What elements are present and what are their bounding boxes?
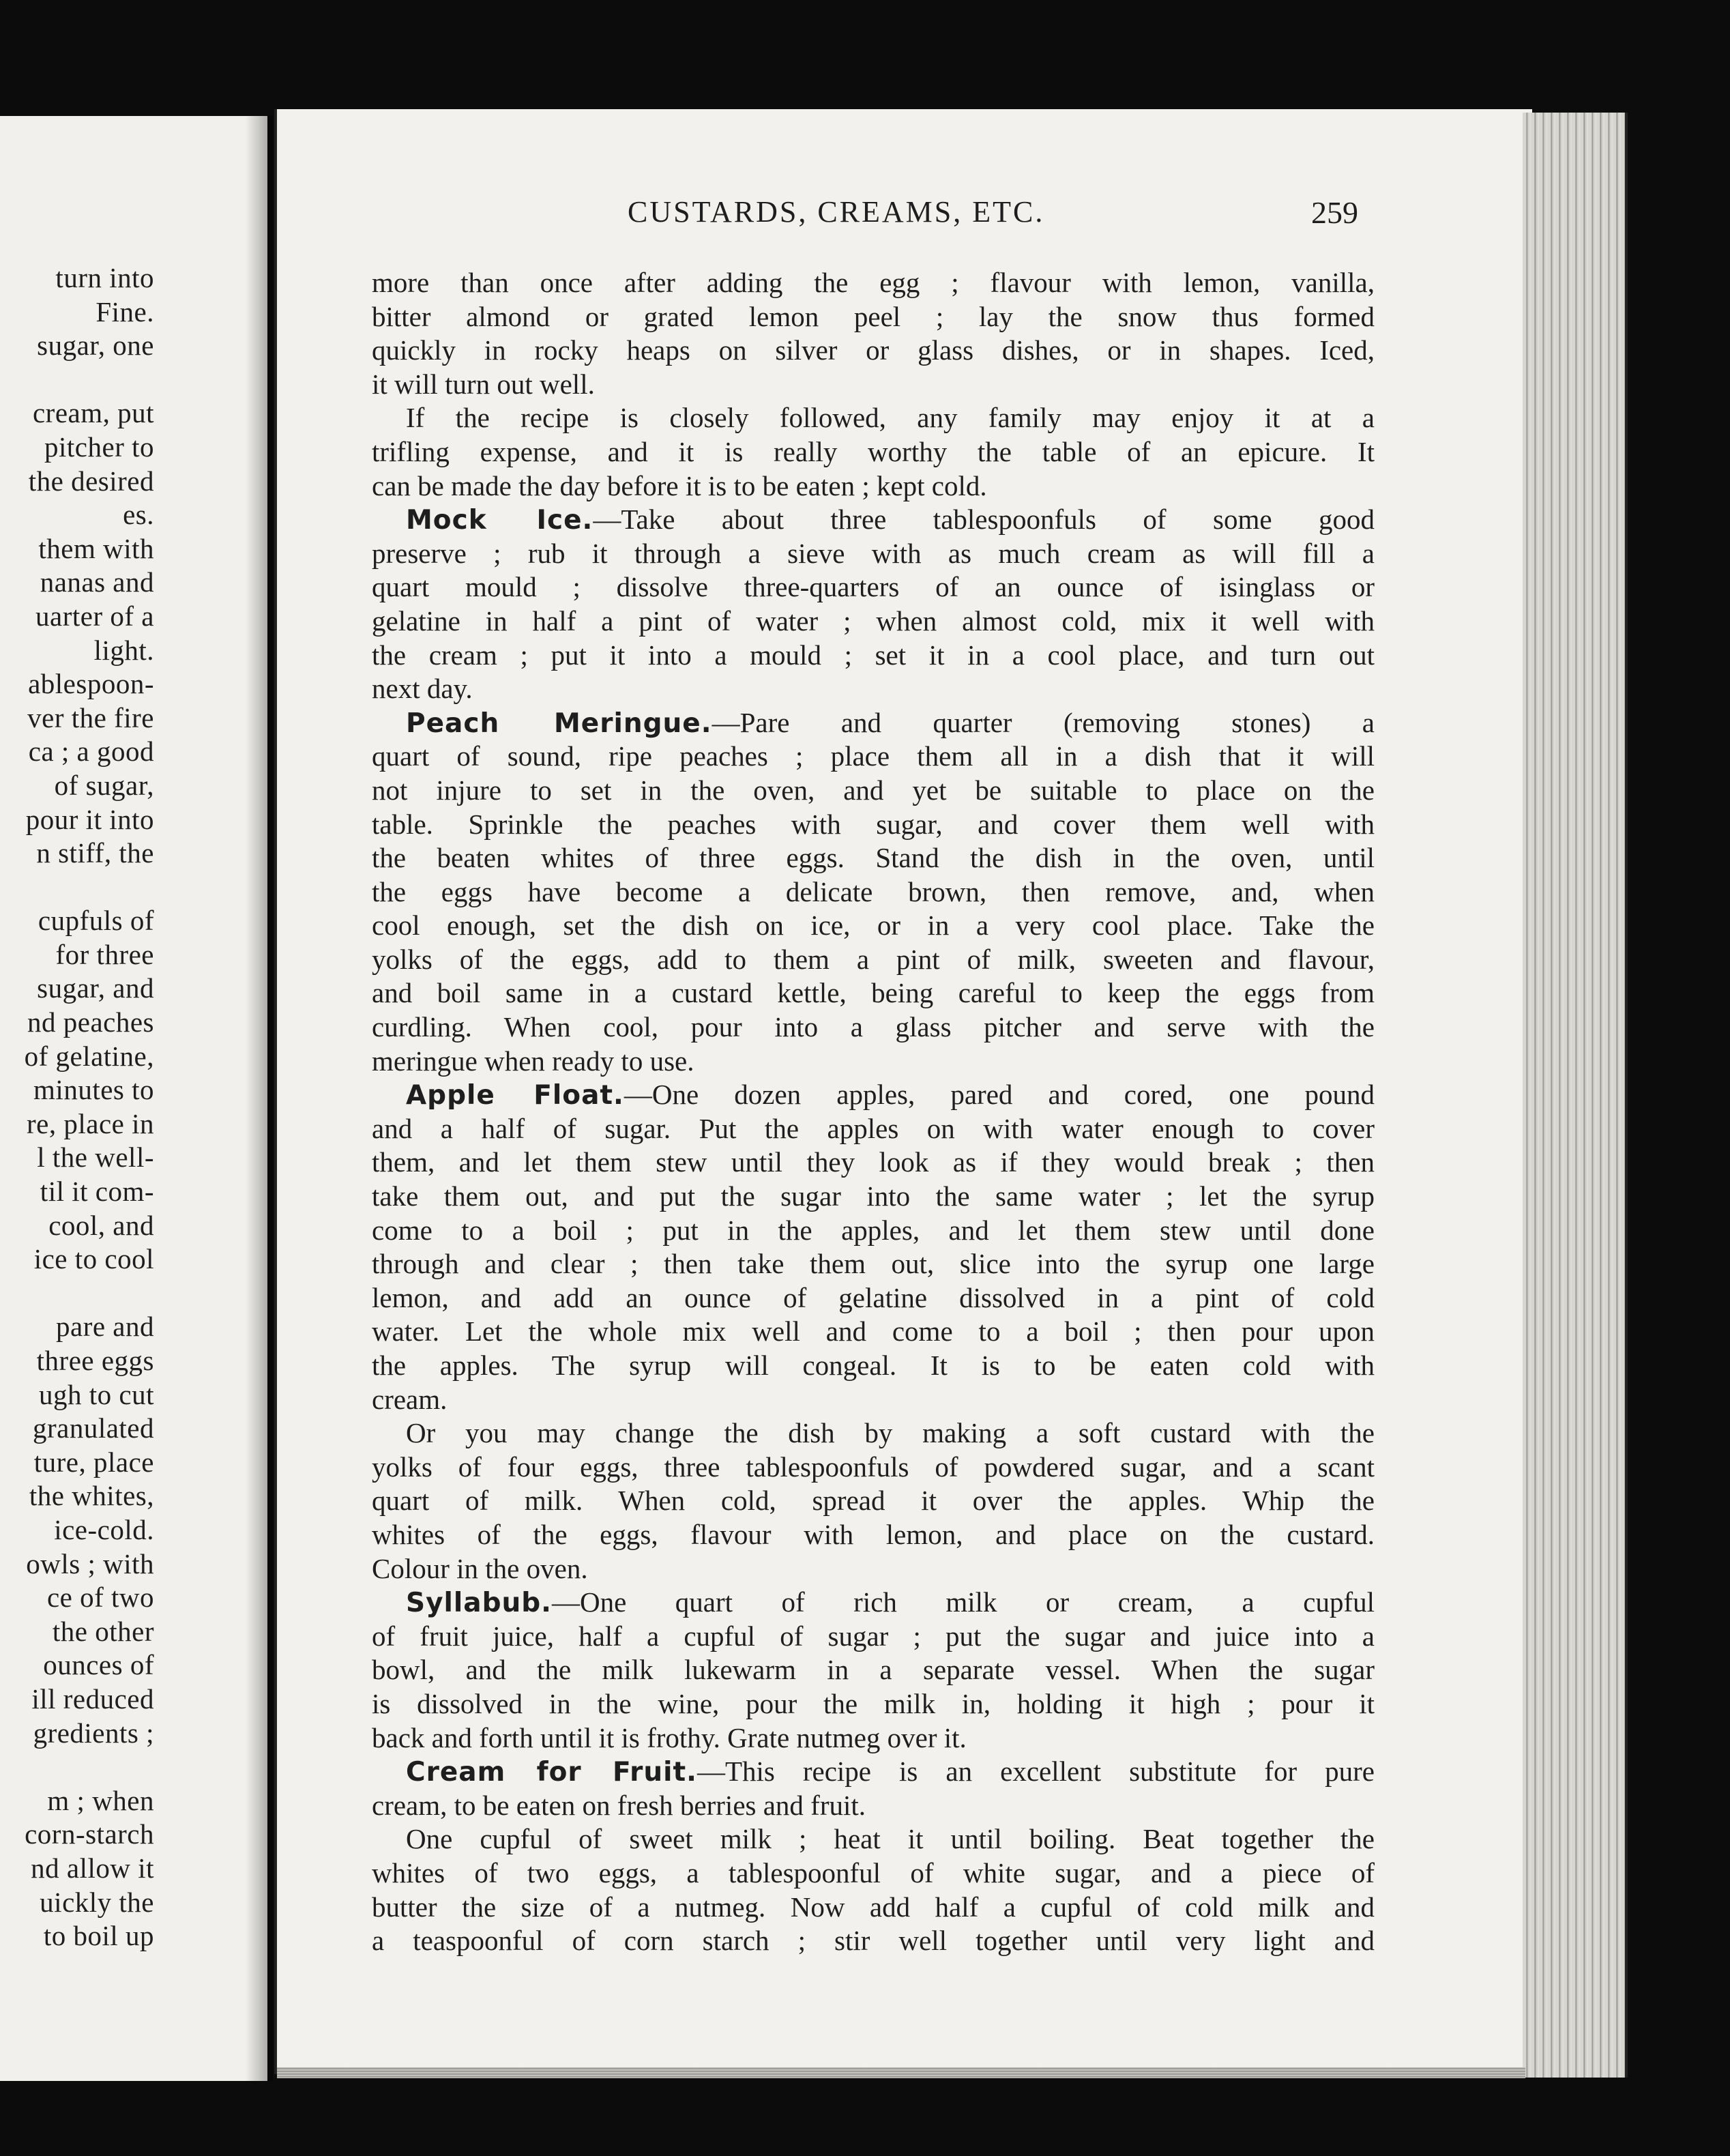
facing-line: re, place in — [27, 1107, 154, 1139]
facing-line — [0, 1277, 154, 1311]
text-line: the beaten whites of three eggs. Stand the dish in the oven, until — [372, 842, 1375, 874]
facing-line: the other — [52, 1615, 154, 1647]
text-line: quart of milk. When cold, spread it over the apples. Whip the — [372, 1485, 1375, 1517]
facing-line: turn into — [55, 262, 154, 293]
text-line: —Take about three tablespoonfuls of some good — [593, 504, 1375, 536]
text-line: quart of sound, ripe peaches ; place them all in a dish that it will — [372, 740, 1375, 772]
facing-line: til it com- — [40, 1176, 154, 1208]
facing-line: corn-starch — [25, 1818, 154, 1850]
text-line: it will turn out well. — [372, 368, 595, 400]
text-line: more than once after adding the egg ; flavour with lemon, vanilla, — [372, 267, 1375, 298]
text-line: bowl, and the milk lukewarm in a separate vessel. When the sugar — [372, 1654, 1375, 1686]
text-line: whites of two eggs, a tablespoonful of white sugar, and a piece of — [372, 1856, 1375, 1889]
text-line: If the recipe is closely followed, any family may enjoy it at a — [406, 402, 1375, 434]
facing-line: es. — [123, 499, 154, 531]
facing-line: l the well- — [37, 1141, 154, 1174]
book-gutter — [246, 116, 273, 2081]
text-line: quickly in rocky heaps on silver or glass dishes, or in shapes. Iced, — [372, 334, 1375, 366]
text-line: take them out, and put the sugar into the same water ; let the syrup — [372, 1180, 1375, 1212]
running-head: CUSTARDS, CREAMS, ETC. — [628, 195, 1045, 229]
text-line: come to a boil ; put in the apples, and let them stew until done — [372, 1214, 1375, 1246]
text-line: yolks of the eggs, add to them a pint of milk, sweeten and flavour, — [372, 943, 1375, 975]
text-line: and a half of sugar. Put the apples on with water enough to cover — [372, 1112, 1375, 1144]
facing-line: pitcher to — [44, 431, 154, 463]
facing-line: uarter of a — [35, 600, 154, 632]
text-line: the cream ; put it into a mould ; set it in a cool place, and turn out — [372, 639, 1375, 671]
facing-line: owls ; with — [26, 1547, 154, 1579]
facing-line: ounces of — [43, 1649, 154, 1681]
text-line: quart mould ; dissolve three-quarters of an ounce of isinglass or — [372, 571, 1375, 603]
facing-line: the whites, — [29, 1480, 154, 1512]
text-line: cream. — [372, 1383, 448, 1415]
peach-meringue-recipe — [372, 706, 1375, 740]
text-line: —Pare and quarter (removing stones) a — [712, 706, 1375, 738]
text-line: trifling expense, and it is really worthy the table of an epicure. It — [372, 435, 1375, 467]
facing-line: of sugar, — [54, 769, 154, 801]
syllabub-recipe — [372, 1586, 1375, 1620]
facing-line: ice-cold. — [54, 1513, 154, 1545]
facing-line: for three — [55, 938, 154, 970]
facing-line — [0, 363, 154, 397]
facing-line: ill reduced — [31, 1682, 154, 1715]
facing-line: ture, place — [33, 1446, 154, 1478]
text-line: —One quart of rich milk or cream, a cupful — [551, 1586, 1375, 1618]
facing-line: cupfuls of — [38, 905, 154, 937]
text-line: lemon, and add an ounce of gelatine dissolved in a pint of cold — [372, 1281, 1375, 1313]
text-line: gelatine in half a pint of water ; when almost cold, mix it well with — [372, 604, 1375, 637]
text-line: butter the size of a nutmeg. Now add half a cupful of cold milk and — [372, 1891, 1375, 1923]
text-line: curdling. When cool, pour into a glass pitcher and serve with the — [372, 1011, 1375, 1043]
text-line: —One dozen apples, pared and cored, one pound — [624, 1079, 1375, 1111]
facing-line: to boil up — [43, 1920, 154, 1952]
facing-line: granulated — [32, 1412, 154, 1444]
facing-line: ce of two — [46, 1582, 154, 1614]
text-line: can be made the day before it is to be eaten ; kept cold. — [372, 469, 987, 501]
recipe-heading-peach-meringue: Peach Meringue. — [406, 708, 712, 739]
facing-page-text — [0, 261, 154, 1953]
text-line: of fruit juice, half a cupful of sugar ; put the sugar and juice into a — [372, 1620, 1375, 1652]
facing-line: the desired — [28, 465, 154, 497]
facing-line: n stiff, the — [36, 837, 154, 869]
text-line: Colour in the oven. — [372, 1552, 588, 1584]
page-number: 259 — [1311, 195, 1358, 230]
facing-line — [0, 1750, 154, 1784]
text-line: back and forth until it is frothy. Grate nutmeg over it. — [372, 1721, 967, 1753]
facing-line: uickly the — [40, 1886, 154, 1918]
recipe-heading-cream-for-fruit: Cream for Fruit. — [406, 1757, 697, 1788]
facing-line: pare and — [56, 1311, 154, 1343]
page-bottom-edge — [277, 2067, 1525, 2078]
text-line: One cupful of sweet milk ; heat it until boiling. Beat together the — [406, 1823, 1375, 1855]
facing-line: cool, and — [48, 1209, 154, 1241]
facing-line: m ; when — [47, 1784, 154, 1816]
text-line: them, and let them stew until they look as if they would break ; then — [372, 1146, 1375, 1178]
facing-line: nd peaches — [27, 1006, 154, 1038]
facing-line: Fine. — [96, 295, 154, 327]
facing-line: ugh to cut — [39, 1378, 154, 1410]
facing-line: minutes to — [33, 1074, 154, 1106]
recipe-heading-apple-float: Apple Float. — [406, 1080, 624, 1111]
facing-line: them with — [38, 532, 154, 564]
text-line: not injure to set in the oven, and yet be suitable to place on the — [372, 774, 1375, 806]
facing-page — [0, 116, 267, 2081]
facing-line: ablespoon- — [28, 668, 154, 700]
facing-line: ver the fire — [27, 701, 154, 733]
text-line: preserve ; rub it through a sieve with as much cream as will fill a — [372, 537, 1375, 569]
text-line: next day. — [372, 673, 473, 705]
facing-line: sugar, one — [37, 330, 154, 362]
facing-line: gredients ; — [33, 1717, 154, 1749]
facing-line: light. — [93, 634, 154, 666]
facing-line: three eggs — [36, 1345, 154, 1376]
text-line: whites of the eggs, flavour with lemon, and place on the custard. — [372, 1518, 1375, 1550]
facing-line: nd allow it — [31, 1852, 154, 1884]
facing-line: ice to cool — [33, 1243, 154, 1275]
facing-line — [0, 871, 154, 905]
text-line: table. Sprinkle the peaches with sugar, and cover them well with — [372, 808, 1375, 840]
facing-line: cream, put — [32, 397, 154, 429]
text-line: meringue when ready to use. — [372, 1045, 694, 1077]
page-body — [372, 266, 1375, 1958]
text-line: cool enough, set the dish on ice, or in a very cool place. Take the — [372, 909, 1375, 942]
cream-for-fruit-recipe — [372, 1755, 1375, 1789]
facing-line: of gelatine, — [24, 1040, 154, 1072]
facing-line: sugar, and — [37, 972, 154, 1004]
facing-line: nanas and — [40, 566, 154, 598]
apple-float-recipe — [372, 1078, 1375, 1112]
text-line: water. Let the whole mix well and come to a boil ; then pour upon — [372, 1315, 1375, 1348]
mock-ice-recipe — [372, 503, 1375, 537]
text-line: —This recipe is an excellent substitute for pure — [697, 1756, 1375, 1788]
facing-line: pour it into — [25, 803, 154, 835]
text-line: bitter almond or grated lemon peel ; lay the snow thus formed — [372, 300, 1375, 332]
page-edges — [1523, 113, 1628, 2078]
text-line: is dissolved in the wine, pour the milk in, holding it high ; pour it — [372, 1687, 1375, 1719]
text-line: the eggs have become a delicate brown, then remove, and, when — [372, 875, 1375, 907]
text-line: through and clear ; then take them out, slice into the syrup one large — [372, 1248, 1375, 1280]
text-line: and boil same in a custard kettle, being careful to keep the eggs from — [372, 977, 1375, 1009]
text-line: Or you may change the dish by making a soft custard with the — [406, 1417, 1375, 1449]
text-line: a teaspoonful of corn starch ; stir well together until very light and — [372, 1925, 1375, 1957]
recipe-heading-mock-ice: Mock Ice. — [406, 505, 593, 536]
recipe-heading-syllabub: Syllabub. — [406, 1588, 552, 1619]
text-line: yolks of four eggs, three tablespoonfuls of powdered sugar, and a scant — [372, 1451, 1375, 1483]
text-line: the apples. The syrup will congeal. It is to be eaten cold with — [372, 1350, 1375, 1381]
facing-line: ca ; a good — [28, 735, 154, 768]
text-line: cream, to be eaten on fresh berries and fruit. — [372, 1789, 866, 1821]
